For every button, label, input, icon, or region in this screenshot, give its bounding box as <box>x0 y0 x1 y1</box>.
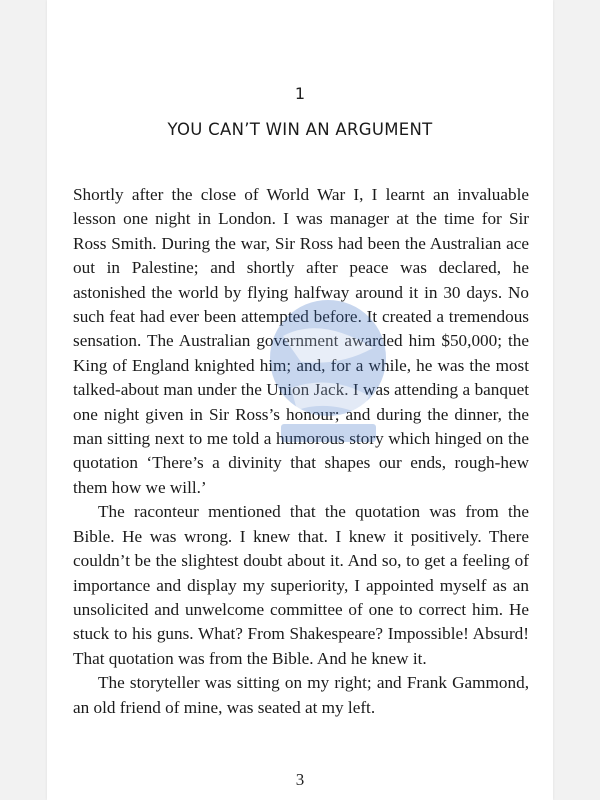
chapter-body <box>73 183 529 720</box>
page-number: 3 <box>295 770 305 789</box>
chapter-number: 1 <box>294 84 306 103</box>
paragraph-2: The raconteur mentioned that the quotation was from the Bible. He was wrong. I knew that. I knew it positively. There couldn’t be the slightest doubt about it. And so, to get a feeling of importance and display my superiority, I appointed myself as an unsolicited and unwelcome committee of one to correct him. He stuck to his guns. What? From Shakespeare? Impossible! Absurd! That quotation was from the Bible. And he knew it. <box>73 502 529 668</box>
chapter-title: YOU CAN’T WIN AN ARGUMENT <box>167 120 433 139</box>
paragraph-1: Shortly after the close of World War I, I learnt an invaluable lesson one night in London. I was manager at the time for Sir Ross Smith. During the war, Sir Ross had been the Australian ace out in Palestine; and shortly after peace was declared, he astonished the world by flying halfway around it in 30 days. No such feat had ever been attempted before. It created a tremendous sensation. The Australian government awarded him $50,000; the King of England knighted him; and, for a while, he was the most talked-about man under the Union Jack. I was attending a banquet one night given in Sir Ross’s honour; and during the dinner, the man sitting next to me told a humorous story which hinged on the quotation ‘There’s a divinity that shapes our ends, rough-hew them how we will.’ <box>73 185 529 497</box>
paragraph-3: The storyteller was sitting on my right; and Frank Gammond, an old friend of mine, was seated at my left. <box>73 673 529 717</box>
book-page <box>47 0 553 800</box>
